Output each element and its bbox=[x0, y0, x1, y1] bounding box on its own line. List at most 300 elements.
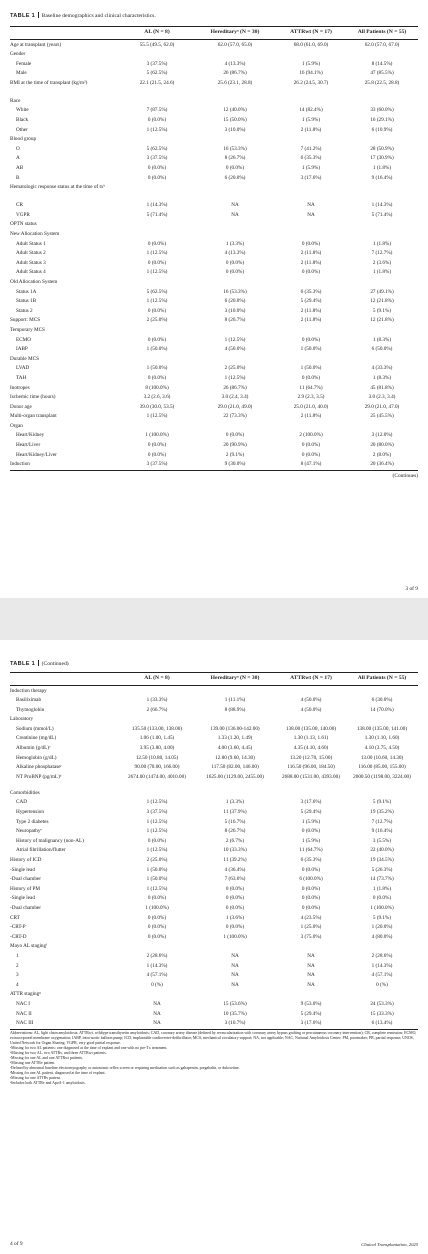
table-cell: 2 (11.8%) bbox=[300, 126, 322, 133]
table-cell: 55.5 (49.5, 62.0) bbox=[139, 41, 175, 48]
row-label: OPTN status bbox=[10, 221, 37, 228]
table-cell: 9 (30.0%) bbox=[224, 461, 246, 468]
table-cell: 1 (1.8%) bbox=[372, 240, 392, 247]
table-cell: 2 (11.8%) bbox=[300, 307, 322, 314]
table-cell: 4 (50.0%) bbox=[300, 697, 322, 704]
table-row bbox=[10, 734, 418, 744]
table-cell: 13.20 (12.70, 15.00) bbox=[289, 754, 333, 761]
table-cell: 2 (3.6%) bbox=[372, 259, 392, 266]
table-row bbox=[10, 744, 418, 754]
table-cell: 6 (35.3%) bbox=[300, 288, 322, 295]
table-cell: 10 (33.3%) bbox=[223, 847, 247, 854]
table-cell: 2000.50 (1198.00, 3224.00) bbox=[353, 773, 411, 780]
table-row bbox=[10, 951, 418, 961]
table-cell: 0 (0.0%) bbox=[301, 442, 321, 449]
page-number: 3 of 9 bbox=[405, 586, 418, 592]
table-header bbox=[10, 28, 418, 39]
table-row bbox=[10, 277, 418, 287]
table-cell: 27 (49.1%) bbox=[370, 288, 394, 295]
table-cell: 9 (16.4%) bbox=[371, 828, 393, 835]
row-label: -Single lead bbox=[10, 895, 35, 902]
table-cell: 2 (66.7%) bbox=[146, 706, 168, 713]
table-cell: 116.50 (96.00, 184.50) bbox=[287, 764, 335, 771]
table-cell: 0 (0.0%) bbox=[147, 117, 167, 124]
header-attrwt: ATTRwt (N = 17) bbox=[290, 29, 332, 35]
table-cell: 2 (9.1%) bbox=[225, 451, 245, 458]
row-label: Heart/Kidney bbox=[16, 432, 45, 439]
table-cell: 1 (5.9%) bbox=[301, 165, 321, 172]
table-cell: 1 (3.3%) bbox=[225, 240, 245, 247]
row-label: -Single lead bbox=[10, 866, 35, 873]
table-cell: 25.0 (21.0, 40.0) bbox=[293, 403, 329, 410]
table-cell: 3 (17.6%) bbox=[300, 799, 322, 806]
table-cell: 1.06 (1.00, 1.45) bbox=[139, 735, 175, 742]
table-cell: 7 (87.5%) bbox=[146, 107, 168, 114]
table-cell: 5 (71.4%) bbox=[371, 211, 393, 218]
table-cell: 3 (10.0%) bbox=[224, 307, 246, 314]
table-cell: 14 (73.7%) bbox=[370, 876, 394, 883]
table-row bbox=[10, 724, 418, 734]
table-cell: 5 (71.4%) bbox=[146, 211, 168, 218]
table-cell: NA bbox=[231, 202, 239, 209]
table-cell: 20 (36.4%) bbox=[370, 461, 394, 468]
table-cell: 0 (0.0%) bbox=[147, 914, 167, 921]
table-cell: 11 (39.2%) bbox=[223, 857, 247, 863]
table-cell: 3 (17.6%) bbox=[300, 174, 322, 181]
table-cell: 0 (0.0%) bbox=[301, 904, 321, 911]
table-row bbox=[10, 40, 418, 50]
table-row bbox=[10, 258, 418, 268]
table-cell: 7 (12.7%) bbox=[371, 250, 393, 257]
table-cell: 1 (50.0%) bbox=[300, 346, 322, 353]
table-cell: 7 (12.7%) bbox=[371, 818, 393, 825]
table-row bbox=[10, 913, 418, 923]
table-cell: 22 (73.3%) bbox=[223, 413, 247, 420]
table-cell: 20 (90.9%) bbox=[223, 442, 247, 449]
footnote: ᵈMissing one ATTRv patient. bbox=[10, 1061, 56, 1065]
row-label: Age at transplant (years) bbox=[10, 41, 62, 48]
table-row bbox=[10, 59, 418, 69]
table-row bbox=[10, 817, 418, 827]
table-cell: 1 (3.6%) bbox=[225, 914, 245, 921]
row-label: 4 bbox=[16, 981, 19, 988]
table-row bbox=[10, 999, 418, 1009]
table-body bbox=[10, 40, 418, 469]
table-row bbox=[10, 686, 418, 696]
table-cell: 9 (53.0%) bbox=[300, 1000, 322, 1007]
table-cell: 0 (0.0%) bbox=[301, 336, 321, 343]
table-row bbox=[10, 201, 418, 211]
table-cell: 2 (28.6%) bbox=[371, 952, 393, 959]
page-3 bbox=[0, 0, 428, 598]
table-cell: 4 (13.3%) bbox=[224, 60, 246, 67]
row-label: Hypertension bbox=[16, 809, 44, 816]
row-label: Ischemic time (hours) bbox=[10, 394, 56, 401]
table-row bbox=[10, 894, 418, 904]
table-cell: 4 (80.0%) bbox=[371, 933, 393, 940]
table-body bbox=[10, 686, 418, 1028]
table-cell: 45 (81.8%) bbox=[370, 384, 394, 391]
table-cell: 1 (14.3%) bbox=[371, 962, 393, 969]
row-label: Multi-organ transplant bbox=[10, 413, 57, 420]
table-cell: 1 (5.9%) bbox=[301, 60, 321, 67]
table-cell: 13.00 (10.60, 14.30) bbox=[360, 754, 404, 761]
table-cell: 3.2 (2.6, 3.6) bbox=[143, 394, 171, 401]
row-label: Donor age bbox=[10, 403, 32, 410]
table-cell: 2 (11.8%) bbox=[300, 317, 322, 324]
table-cell: 14 (82.4%) bbox=[299, 107, 323, 114]
row-label: New Allocation System bbox=[10, 231, 60, 237]
table-cell: 16 (29.1%) bbox=[370, 117, 394, 124]
table-cell: 25.6 (23.1, 28.8) bbox=[217, 79, 253, 86]
table-cell: 22.1 (21.5, 24.6) bbox=[139, 79, 175, 86]
table-row bbox=[10, 183, 418, 201]
row-label: Induction bbox=[10, 461, 30, 468]
table-cell: 1 (25.0%) bbox=[300, 924, 322, 931]
table-cell: NA bbox=[231, 981, 239, 988]
row-label: A bbox=[16, 155, 20, 162]
table-cell: 6 (35.3%) bbox=[300, 857, 322, 863]
table-row bbox=[10, 875, 418, 885]
table-cell: 138.00 (135.00, 140.00) bbox=[285, 725, 337, 732]
table-cell: 4 (36.4%) bbox=[224, 866, 246, 873]
table-cell: 3 (17.6%) bbox=[300, 1020, 322, 1027]
table-cell: 3 (5.5%) bbox=[372, 837, 392, 844]
table-cell: 2 (6.7%) bbox=[225, 837, 245, 844]
table-row bbox=[10, 836, 418, 846]
table-row bbox=[10, 1019, 418, 1029]
table-cell: 26 (86.7%) bbox=[223, 70, 247, 77]
table-cell: 47 (85.5%) bbox=[370, 70, 394, 77]
table-cell: 0 (0.0%) bbox=[147, 174, 167, 181]
header-all-patients: All Patients (N = 55) bbox=[357, 675, 407, 681]
row-label: Adult Status 3 bbox=[16, 259, 46, 266]
table-cell: 1 (12.5%) bbox=[146, 126, 168, 133]
header-al: AL (N = 8) bbox=[144, 29, 170, 35]
continues-label: (Continues) bbox=[392, 473, 418, 479]
table-row bbox=[10, 335, 418, 345]
table-continued: (Continued) bbox=[41, 661, 69, 667]
table-row bbox=[10, 980, 418, 990]
table-cell: 0 (0.0%) bbox=[301, 895, 321, 902]
row-label: Old Allocation System bbox=[10, 278, 58, 285]
table-row bbox=[10, 173, 418, 183]
table-cell: 0 (0.0%) bbox=[225, 895, 245, 902]
row-label: VGPR bbox=[16, 211, 30, 218]
row-label: CAD bbox=[16, 799, 27, 806]
table-bottom-rule bbox=[10, 1029, 418, 1030]
table-cell: 62.0 (57.0, 65.0) bbox=[217, 41, 253, 48]
table-cell: 29.0 (21.0, 49.0) bbox=[217, 403, 253, 410]
table-cell: 5 (62.5%) bbox=[146, 288, 168, 295]
table-cell: 6 (13.4%) bbox=[371, 1020, 393, 1027]
table-cell: 5 (29.4%) bbox=[300, 809, 322, 816]
table-cell: 3 (12.0%) bbox=[371, 432, 393, 439]
row-label: NAC I bbox=[16, 1000, 30, 1007]
table-cell: 2.9 (2.3, 3.5) bbox=[297, 394, 325, 401]
table-cell: 0 (0.0%) bbox=[225, 269, 245, 276]
table-header bbox=[10, 674, 418, 685]
table-row bbox=[10, 460, 418, 470]
row-label: Atrial fibrillation/flutter bbox=[16, 847, 66, 854]
page-4 bbox=[0, 640, 428, 1254]
table-cell: NA bbox=[231, 211, 239, 218]
table-cell: 4.00 (3.60, 4.45) bbox=[217, 745, 253, 752]
table-cell: 3 (10.7%) bbox=[224, 1020, 246, 1027]
table-cell: 1 (100.0%) bbox=[370, 904, 394, 911]
row-label: Inotropes bbox=[10, 384, 30, 391]
row-label: History of malignancy (non-AL) bbox=[16, 837, 84, 844]
table-cell: 139.00 (136.00-142.00) bbox=[210, 725, 260, 732]
row-label: B bbox=[16, 174, 20, 181]
table-cell: 0 (0.0%) bbox=[301, 240, 321, 247]
table-cell: 4.35 (4.10, 4.60) bbox=[293, 745, 329, 752]
header-al: AL (N = 8) bbox=[144, 675, 170, 681]
table-row bbox=[10, 705, 418, 715]
table-cell: 12.50 (10.80, 14.05) bbox=[135, 754, 179, 761]
table-cell: 0 (0.0%) bbox=[225, 885, 245, 892]
table-row bbox=[10, 856, 418, 866]
table-row bbox=[10, 116, 418, 126]
table-cell: 1 (20.0%) bbox=[371, 924, 393, 931]
table-cell: 1 (3.3%) bbox=[225, 799, 245, 806]
table-cell: 2674.00 (1474.00, 4010.00) bbox=[128, 773, 186, 780]
table-cell: 1 (50.0%) bbox=[146, 866, 168, 873]
table-row bbox=[10, 772, 418, 788]
footnote: ᶠMissing for one AL patient, diagnosed at the time of explant. bbox=[10, 1071, 106, 1075]
table-footnotes bbox=[10, 1031, 418, 1086]
table-cell: 1 (12.5%) bbox=[224, 336, 246, 343]
table-row bbox=[10, 932, 418, 942]
page-number: 4 of 9 bbox=[10, 1241, 23, 1247]
table-row bbox=[10, 971, 418, 981]
table-cell: 0 (0.0%) bbox=[301, 269, 321, 276]
table-cell: 1.33 (1.20, 1.49) bbox=[217, 735, 253, 742]
row-label: CR bbox=[16, 202, 23, 209]
table-cell: 7 (63.6%) bbox=[224, 876, 246, 883]
table-cell: 1 (8.3%) bbox=[372, 336, 392, 343]
table-row bbox=[10, 421, 418, 431]
table-cell: NA bbox=[231, 952, 239, 959]
footnote: ᵃMissing for two AL patients: one diagnosed at the time of explant and one with no pre-Tx treatment. bbox=[10, 1046, 168, 1050]
row-label: -Dual chamber bbox=[10, 876, 41, 883]
table-cell: NA bbox=[153, 1000, 161, 1007]
row-label: -CRT-P bbox=[10, 924, 26, 931]
row-label: CRT bbox=[10, 914, 20, 921]
row-label: ECMO bbox=[16, 336, 31, 343]
table-cell: 22 (40.0%) bbox=[370, 847, 394, 854]
table-cell: 0 (0.0%) bbox=[301, 828, 321, 835]
table-cell: 2 (25.0%) bbox=[224, 365, 246, 372]
table-cell: 33 (60.0%) bbox=[370, 107, 394, 114]
table-cell: 117.50 (82.00, 146.00) bbox=[211, 764, 259, 771]
table-cell: 0 (0.0%) bbox=[301, 374, 321, 381]
row-label: Gender bbox=[10, 51, 26, 58]
row-label: White bbox=[16, 107, 29, 114]
table-row bbox=[10, 297, 418, 307]
row-label: O bbox=[16, 145, 20, 152]
row-label: Support: MCS bbox=[10, 317, 41, 324]
row-label: AB bbox=[16, 165, 24, 172]
table-cell: 3 (37.5%) bbox=[146, 809, 168, 816]
table-cell: 9 (16.4%) bbox=[371, 174, 393, 181]
row-label: LVAD bbox=[16, 365, 30, 372]
table-row bbox=[10, 412, 418, 422]
table-row bbox=[10, 431, 418, 441]
table-cell: 3.95 (3.80, 4.00) bbox=[139, 745, 175, 752]
table-cell: 6 (100.0%) bbox=[299, 876, 323, 883]
row-label: Status 1A bbox=[16, 288, 37, 295]
table-cell: 116.00 (85.00, 155.00) bbox=[358, 764, 406, 771]
table-cell: 0 (0.0%) bbox=[147, 895, 167, 902]
header-all-patients: All Patients (N = 55) bbox=[357, 29, 407, 35]
row-label: Adult Status 1 bbox=[16, 240, 46, 247]
table-cell: 0 (0.0%) bbox=[225, 904, 245, 911]
table-cell: 19 (34.5%) bbox=[370, 857, 394, 863]
row-label: Adult Status 4 bbox=[16, 269, 46, 276]
table-cell: 1 (12.5%) bbox=[146, 847, 168, 854]
row-label: NAC III bbox=[16, 1020, 34, 1027]
table-top-rule bbox=[10, 672, 418, 673]
table-top-rule bbox=[10, 26, 418, 27]
table-cell: 1 (5.9%) bbox=[301, 117, 321, 124]
table-cell: 25.8 (22.5, 28.8) bbox=[364, 79, 400, 86]
table-cell: 0 (0.0%) bbox=[147, 165, 167, 172]
table-cell: 0 (0.0%) bbox=[225, 432, 245, 439]
table-cell: 1 (8.3%) bbox=[372, 374, 392, 381]
table-row bbox=[10, 865, 418, 875]
row-label: Sodium (mmol/L) bbox=[16, 725, 54, 732]
row-label: Heart/Liver bbox=[16, 442, 41, 449]
footnote: ʰIncludes both ATTRv and ApoA-1 amyloidosis. bbox=[10, 1081, 86, 1085]
row-label: Induction therapy bbox=[10, 687, 47, 694]
table-cell: 2 (25.0%) bbox=[146, 317, 168, 324]
table-cell: 1 (12.5%) bbox=[224, 374, 246, 381]
table-cell: 2688.00 (1531.00, 4393.00) bbox=[282, 773, 340, 780]
table-cell: 2 (8.0%) bbox=[372, 451, 392, 458]
table-cell: 1.30 (1.10, 1.60) bbox=[364, 735, 400, 742]
table-cell: 1 (12.5%) bbox=[146, 250, 168, 257]
table-cell: 14 (70.0%) bbox=[370, 706, 394, 713]
footnote: Abbreviations: AL, light chain amyloidosis; ATTRwt, wildtype transthyretin amyloidosis; CAD, coronary artery disease (defined by revascularization with coronary artery bypass grafting or percutaneous coronary intervention); CR, complete remission; ECMO, extracorporeal membrane oxygenation; IABP, intra-aortic balloon pump; ICD, implantable cardioverter-defibrillator; MCS, mechanical circulatory support; NA, not applicable; NAC, National Amyloidosis Center; PM, pacemaker; PR, partial response; UNOS, United Network for Organ Sharing; VGPR, very good partial response. bbox=[10, 1031, 417, 1045]
table-cell: 0 (0.0%) bbox=[225, 259, 245, 266]
table-cell: NA bbox=[153, 1020, 161, 1027]
table-cell: 6 (20.0%) bbox=[224, 298, 246, 305]
table-row bbox=[10, 316, 418, 326]
table-row bbox=[10, 345, 418, 355]
table-cell: 4.10 (3.75, 4.50) bbox=[364, 745, 400, 752]
table-cell: 2 (28.6%) bbox=[146, 952, 168, 959]
table-cell: 138.00 (135.00, 141.00) bbox=[356, 725, 408, 732]
table-cell: 16 (53.3%) bbox=[223, 288, 247, 295]
table-cell: 62.0 (57.0, 67.0) bbox=[364, 41, 400, 48]
table-cell: NA bbox=[307, 981, 315, 988]
table-row bbox=[10, 961, 418, 971]
table-cell: 1 (12.5%) bbox=[146, 885, 168, 892]
table-cell: 2 (11.8%) bbox=[300, 250, 322, 257]
table-row bbox=[10, 144, 418, 154]
row-label: Race bbox=[10, 97, 21, 104]
table-cell: 4 (57.1%) bbox=[146, 972, 168, 979]
table-row bbox=[10, 239, 418, 249]
table-cell: 0 (0.0%) bbox=[147, 336, 167, 343]
table-cell: 15 (53.6%) bbox=[223, 1000, 247, 1007]
table-cell: 5 (26.3%) bbox=[371, 866, 393, 873]
table-row bbox=[10, 249, 418, 259]
table-cell: NA bbox=[307, 962, 315, 969]
row-label: Hematologic response status at the time of txᵇ bbox=[10, 184, 106, 191]
table-cell: 20 (80.0%) bbox=[370, 442, 394, 449]
table-cell: 3 (37.5%) bbox=[146, 461, 168, 468]
header-hereditary: Hereditaryᵃ (N = 30) bbox=[210, 29, 260, 35]
table-row bbox=[10, 696, 418, 706]
table-cell: 5 (9.1%) bbox=[372, 914, 392, 921]
table-cell: NA bbox=[307, 202, 315, 209]
table-cell: 1 (12.5%) bbox=[146, 298, 168, 305]
row-label: Heart/Kidney/Liver bbox=[16, 451, 57, 458]
table-row bbox=[10, 287, 418, 297]
table-cell: 1 (12.5%) bbox=[146, 413, 168, 420]
row-label: Basiliximab bbox=[16, 697, 42, 704]
table-row bbox=[10, 903, 418, 913]
table-cell: 0 (0.0%) bbox=[147, 451, 167, 458]
table-cell: 6 (10.9%) bbox=[371, 126, 393, 133]
table-row bbox=[10, 402, 418, 412]
table-cell: NA bbox=[231, 962, 239, 969]
table-cell: 1 (100.0%) bbox=[223, 933, 247, 940]
row-label: Thymoglobin bbox=[16, 706, 45, 713]
table-row bbox=[10, 230, 418, 240]
journal-name: Clinical Transplantation, 2025 bbox=[361, 1242, 418, 1247]
table-row bbox=[10, 78, 418, 96]
table-cell: 11 (64.7%) bbox=[299, 847, 323, 854]
table-cell: 11 (64.7%) bbox=[299, 384, 323, 391]
table-cell: 0 (0.0%) bbox=[147, 924, 167, 931]
table-row bbox=[10, 715, 418, 725]
row-label: Comorbidities bbox=[10, 789, 40, 796]
table-cell: 26.2 (24.5, 30.7) bbox=[293, 79, 329, 86]
table-cell: NA bbox=[307, 972, 315, 979]
table-cell: 1 (12.5%) bbox=[146, 828, 168, 835]
table-cell: 1 (14.3%) bbox=[371, 202, 393, 209]
table-cell: 6 (35.3%) bbox=[300, 155, 322, 162]
table-cell: 5 (9.1%) bbox=[372, 307, 392, 314]
table-row bbox=[10, 50, 418, 60]
footnote: ᵉDefined by abnormal baseline electromyography or autonomic reflex screen or requiring medication such as gabapentin, pregabalin, or duloxetine. bbox=[10, 1066, 240, 1070]
table-row bbox=[10, 763, 418, 773]
table-cell: 0 (0.0%) bbox=[147, 374, 167, 381]
table-row bbox=[10, 450, 418, 460]
table-cell: 0 (%) bbox=[151, 981, 163, 988]
row-label: NT ProBNP (pg/mL)ᵈ bbox=[16, 773, 62, 780]
table-cell: 1 (12.5%) bbox=[146, 799, 168, 806]
row-label: -CRT-D bbox=[10, 933, 27, 940]
table-cell: 1 (1.8%) bbox=[372, 165, 392, 172]
table-cell: 1 (100.0%) bbox=[145, 432, 169, 439]
table-cell: 12 (21.8%) bbox=[370, 317, 394, 324]
row-label: Neuropathyᵉ bbox=[16, 828, 42, 835]
table-cell: 0 (0.0%) bbox=[147, 259, 167, 266]
table-cell: 4 (33.3%) bbox=[371, 365, 393, 372]
row-label: Blood group bbox=[10, 136, 37, 143]
row-label: TAH bbox=[16, 374, 27, 381]
row-label: Status 2 bbox=[16, 307, 33, 314]
row-label: IABP bbox=[16, 346, 28, 353]
table-cell: 0 (0.0%) bbox=[147, 240, 167, 247]
table-row bbox=[10, 96, 418, 106]
table-cell: 3 (37.5%) bbox=[146, 60, 168, 67]
table-cell: NA bbox=[307, 211, 315, 218]
